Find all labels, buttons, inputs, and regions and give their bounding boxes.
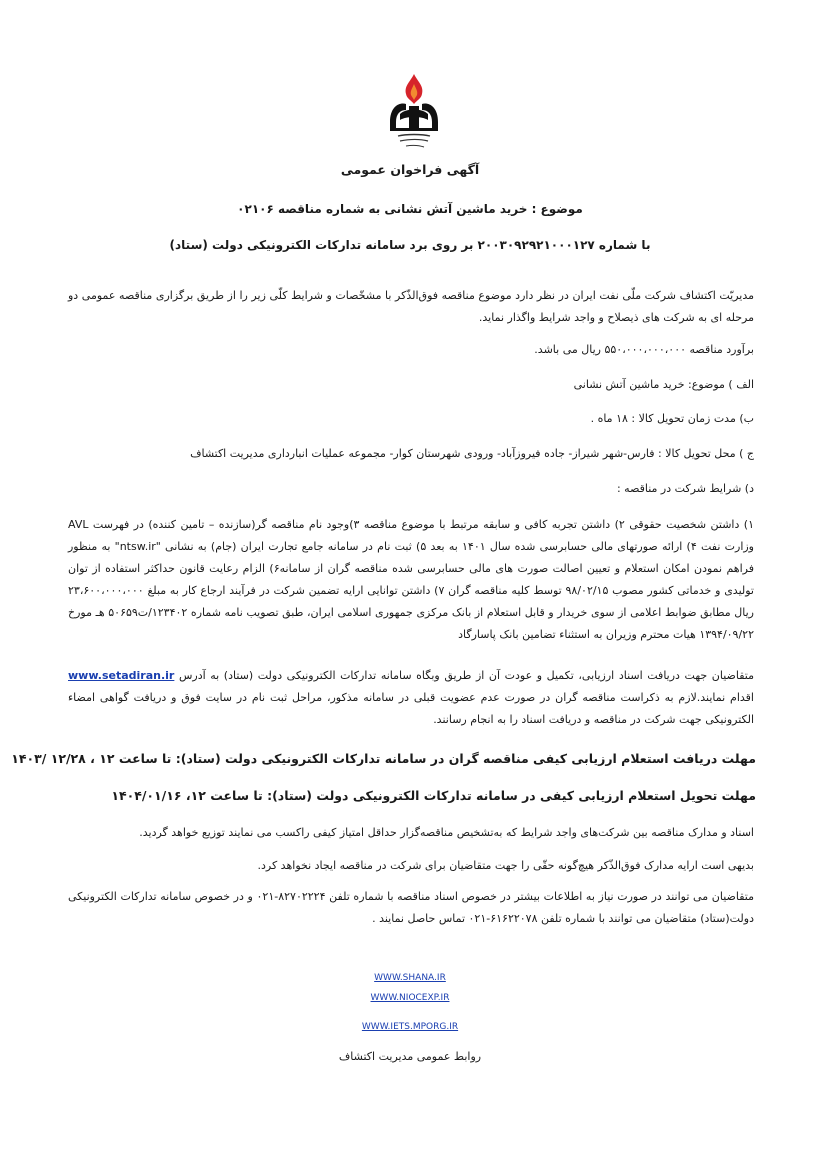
deadline-receive: مهلت دریافت استعلام ارزیابی کیفی مناقصه گران در سامانه تدارکات الکترونیکی دولت (ستاد): تا ساعت ۱۲ ، ۱۲/۲۸ /۱۴۰۳ xyxy=(11,751,756,766)
deadline-deliver: مهلت تحویل استعلام ارزیابی کیفی در سامانه تدارکات الکترونیکی دولت (ستاد): تا ساعت ۱۲، ۱۴۰۴/۰۱/۱۶ xyxy=(111,788,756,803)
footer-link-iets[interactable]: WWW.IETS.MPORG.IR xyxy=(361,1022,459,1032)
setadiran-link[interactable]: www.setadiran.ir xyxy=(68,669,175,682)
conditions-paragraph: ۱) داشتن شخصیت حقوقی ۲) داشتن تجربه کافی و سابقه مرتبط با موضوع مناقصه ۳)وجود نام مناقصه گر(سازنده – تامین کننده) در فهرست AVL وزارت نفت ۴) ارائه صورتهای مالی حسابرسی شده سال ۱۴۰۱ به بعد ۵) ثبت نام در سامانه جامع تجارت ایران (جام) به نشانی "ntsw.ir" به منظور فراهم نمودن امکان استعلام و تعیین اصالت صورت های مالی حسابرسی شده مناقصه گران از سامانه۶) الزام رعایت قانون حداکثر استفاده از توان تولیدی و خدماتی کشور مصوب ۹۸/۰۲/۱۵ توسط کلیه مناقصه گران ۷) داشتن توانایی ارایه تضمین شرکت در فرآیند ارجاع کار به مبلغ ۲۳،۶۰۰،۰۰۰،۰۰۰ ریال مطابق ضوابط اعلامی از سوی خریدار و قابل استعلام از بانک مرکزی جمهوری اسلامی ایران، طبق تصویب نامه شماره ۱۲۳۴۰۲/ت۵۰۶۵۹ هـ مورخ ۱۳۹۴/۰۹/۲۲ هیات محترم وزیران به استثناء تضامین بانک پاسارگاد xyxy=(68,518,755,641)
note-contact: متقاضیان می توانند در صورت نیاز به اطلاعات بیشتر در خصوص اسناد مناقصه با شماره تلفن ۸۲۷۰۲۲۲۴-۰۲۱ و در خصوص سامانه تدارکات الکترونیکی دولت(ستاد) متقاضیان می توانند با شماره تلفن ۶۱۶۲۲۰۷۸-۰۲۱ تماس حاصل نمایند . xyxy=(68,890,754,925)
estimate-line: برآورد مناقصه ۵۵۰،۰۰۰،۰۰۰،۰۰۰ ریال می باشد. xyxy=(534,343,754,356)
nioc-flame-logo-icon xyxy=(376,70,452,152)
notice-title: آگهی فراخوان عمومی xyxy=(340,162,480,177)
setad-number-line: با شماره ۲۰۰۳۰۹۲۹۲۱۰۰۰۱۲۷ بر روی برد سامانه تدارکات الکترونیکی دولت (ستاد) xyxy=(169,238,651,252)
footer-signature: روابط عمومی مدیریت اکتشاف xyxy=(338,1050,482,1063)
footer-link-niocexp[interactable]: WWW.NIOCEXP.IR xyxy=(370,993,450,1003)
note-no-right: بدیهی است ارایه مدارک فوق‌الذّکر هیچ‌گونه حقّی را جهت متقاضیان برای شرکت در مناقصه ایجاد نخواهد کرد. xyxy=(257,859,754,872)
applicants-paragraph xyxy=(68,665,754,731)
note-distribution: اسناد و مدارک مناقصه بین شرکت‌های واجد شرایط که به‌تشخیص مناقصه‌گزار حداقل امتیاز کیفی راکسب می نمایند توزیع خواهد گردید. xyxy=(139,826,754,839)
notice-subject: موضوع : خرید ماشین آتش نشانی به شماره مناقصه ۰۲۱۰۶ xyxy=(237,202,583,216)
item-subject: الف ) موضوع: خرید ماشین آتش نشانی xyxy=(573,378,754,391)
applicants-text-after: اقدام نمایند.لازم به ذکراست مناقصه گران در صورت عدم عضویت قبلی در سامانه مذکور، مراحل ثبت نام در سایت فوق و دریافت گواهی امضاء الکترونیکی جهت شرکت در مناقصه و دریافت اسناد را به انجام رسانند. xyxy=(68,691,754,726)
item-delivery-place: ج ) محل تحویل کالا : فارس-شهر شیراز- جاده فیروزآباد- ورودی شهرستان کوار- مجموعه عملیات انبارداری مدیریت اکتشاف xyxy=(190,447,754,460)
applicants-text-before: متقاضیان جهت دریافت اسناد ارزیابی، تکمیل و عودت آن از طریق وبگاه سامانه تدارکات الکترونیکی دولت (ستاد) به آدرس xyxy=(178,669,755,682)
item-delivery-time: ب) مدت زمان تحویل کالا : ۱۸ ماه . xyxy=(590,412,754,425)
intro-paragraph: مدیریّت اکتشاف شرکت ملّی نفت ایران در نظر دارد موضوع مناقصه فوق‌الذّکر با مشخّصات و شرایط کلّی زیر را از طریق برگزاری مناقصه عمومی دو مرحله ای به شرکت های ذیصلاح و واجد شرایط واگذار نماید. xyxy=(68,289,754,324)
item-conditions-heading: د) شرایط شرکت در مناقصه : xyxy=(616,482,754,495)
footer-link-shana[interactable]: WWW.SHANA.IR xyxy=(374,973,446,983)
